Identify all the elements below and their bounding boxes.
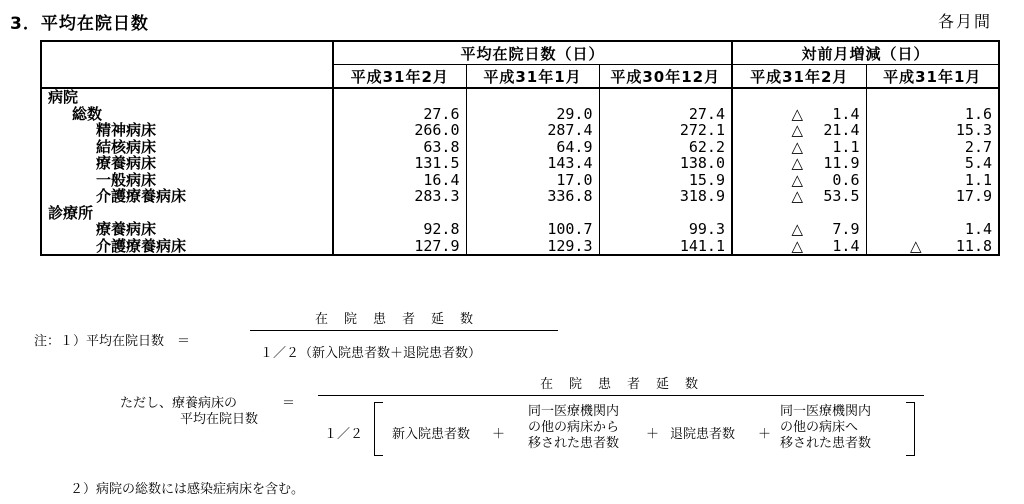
values-col-4 [732,88,866,205]
table-cell: 29.0 [556,104,593,123]
table-cell: 16.4 [423,170,460,189]
table-cell: 131.5 [414,154,460,172]
term-transfer-out: 同一医療機関内 の他の病床へ 移された患者数 [780,404,872,451]
left-bracket [374,402,383,456]
table-cell: 1.1 [964,170,993,189]
table-cell: 1.4 [964,220,993,238]
row-label: 総数 [72,104,103,123]
average-stay-table [40,40,1000,256]
table-cell: 283.3 [414,187,460,205]
group-label-clinic: 診療所 [48,203,94,222]
table-corner [41,41,333,88]
table-cell: △ 1.1 [739,139,860,156]
table-cell: 17.9 [955,187,993,205]
table-cell: 27.4 [688,104,725,123]
values-col-3 [599,205,732,256]
decrease-icon: △ [791,170,803,189]
row-label: 療養病床 [96,220,157,238]
col-header: 平成31年2月 [333,65,466,89]
table-row-group [41,205,999,256]
table-cell: 318.9 [679,187,725,205]
row-labels-hospital [41,88,333,205]
col-header: 平成31年2月 [732,65,866,89]
table-cell: 92.8 [423,220,460,238]
values-col-2 [466,205,599,256]
row-labels-clinic [41,205,333,256]
plus-sign: ＋ [758,427,772,442]
table-cell: 15.9 [688,170,725,189]
table-cell: 99.3 [688,220,725,238]
decrease-icon: △ [791,121,803,139]
row-label: 療養病床 [96,154,157,172]
proviso-label: ただし、療養病床の [120,396,238,411]
decrease-icon: △ [791,236,803,255]
fraction-line [318,395,924,396]
table-cell: △ 0.6 [739,172,860,189]
note1-prefix: 注：１）平均在院日数 ＝ [34,334,191,349]
table-cell: 141.1 [679,236,725,255]
row-label: 一般病床 [96,170,157,189]
table-cell: 143.4 [547,154,593,172]
proviso-label-2: 平均在院日数 [180,412,259,427]
row-label: 精神病床 [96,121,157,139]
values-col-5 [866,88,999,205]
table-row-group [41,88,999,205]
term-new-admissions: 新入院患者数 [392,427,471,442]
decrease-icon: △ [791,137,803,156]
note1-numerator: 在院患者延数 [315,312,490,327]
group-label-hospital: 病院 [48,88,79,106]
table-cell: 138.0 [679,154,725,172]
table-cell: △ 1.4 [739,238,860,255]
col-header: 平成31年1月 [866,65,999,89]
equals-sign: ＝ [282,396,296,411]
decrease-icon: △ [791,220,803,238]
table-cell: 272.1 [679,121,725,139]
decrease-icon: △ [791,154,803,172]
decrease-icon: △ [791,104,803,123]
table-cell: △ 21.4 [739,122,860,139]
table-cell: 100.7 [547,220,593,238]
table-cell: 62.2 [688,137,725,156]
col-header: 平成30年12月 [599,65,732,89]
col-header: 平成31年1月 [466,65,599,89]
table-cell: 63.8 [423,137,460,156]
table-cell: 287.4 [547,121,593,139]
term-discharges: 退院患者数 [670,427,736,442]
decrease-icon: △ [791,187,803,205]
table-cell: 336.8 [547,187,593,205]
note2: ２）病院の総数には感染症病床を含む。 [70,482,305,497]
table-cell: 129.3 [547,236,593,255]
values-col-2 [466,88,599,205]
table-cell: 266.0 [414,121,460,139]
row-label: 介護療養病床 [96,236,187,255]
values-col-1 [333,88,466,205]
decrease-icon: △ [909,236,922,255]
values-col-5 [866,205,999,256]
group-header-change: 対前月増減（日） [732,41,999,65]
values-col-4 [732,205,866,256]
plus-sign: ＋ [492,427,506,442]
table-cell: 2.7 [964,137,993,156]
term-transfer-in: 同一医療機関内 の他の病床から 移された患者数 [528,404,620,451]
table-cell: 15.3 [955,121,993,139]
table-cell: △ 11.8 [873,238,993,255]
table-cell: 127.9 [414,236,460,255]
values-col-3 [599,88,732,205]
table-cell: △ 53.5 [739,188,860,205]
table-cell: △ 11.9 [739,155,860,172]
values-col-1 [333,205,466,256]
group-header-average: 平均在院日数（日） [333,41,732,65]
table-cell: △ 7.9 [739,221,860,238]
right-bracket [906,402,915,456]
note1-denominator: １／２（新入院患者数＋退院患者数） [260,346,482,361]
table-cell: 27.6 [423,104,460,123]
row-label: 結核病床 [96,137,157,156]
proviso-numerator: 在院患者延数 [540,377,715,392]
table-cell: △ 1.4 [739,106,860,123]
table-cell: 64.9 [556,137,593,156]
fraction-line [250,330,558,331]
table-cell: 5.4 [964,154,993,172]
table-cell: 1.6 [964,104,993,123]
page-title: 3．平均在院日数 [10,14,149,34]
half-factor: １／２ [324,427,364,442]
plus-sign: ＋ [646,427,660,442]
row-label: 介護療養病床 [96,187,187,205]
table-cell: 17.0 [556,170,593,189]
period-unit: 各月間 [937,12,992,31]
